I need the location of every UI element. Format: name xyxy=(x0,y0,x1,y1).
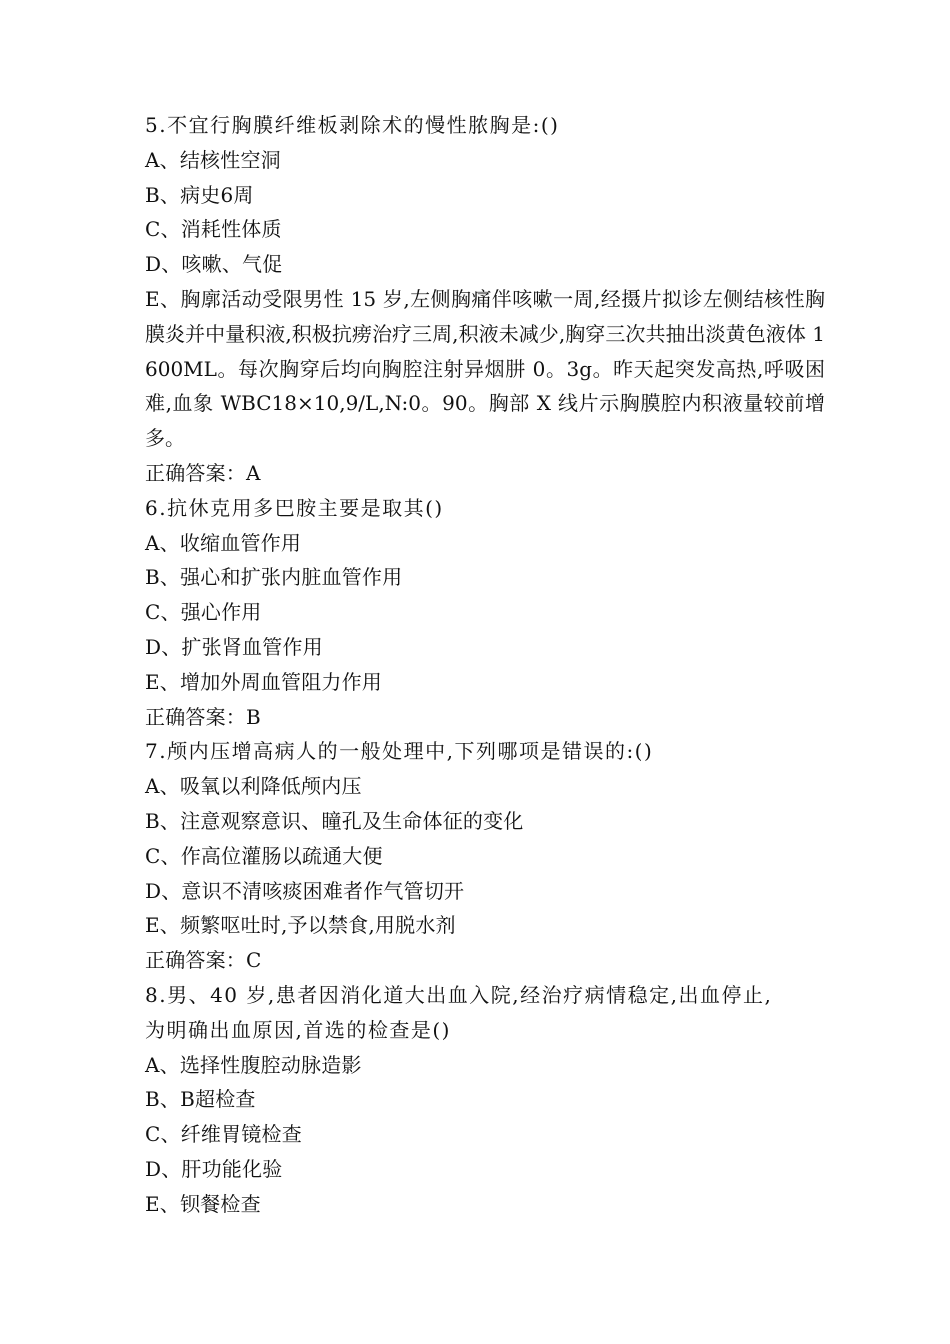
option-c: C、作高位灌肠以疏通大便 xyxy=(145,843,383,868)
option-e: E、胸廓活动受限男性 15 岁,左侧胸痛伴咳嗽一周,经摄片拟诊左侧结核性胸膜炎并中量积液,积极抗痨治疗三周,积液未减少,胸穿三次共抽出淡黄色液体 1600ML。每次胸穿后均向胸腔注射异烟肼 0。3g。昨天起突发高热,呼吸困难,血象 WBC18×10,9/L,N:0。90。胸部 X 线片示胸膜腔内积液量较前增多。 xyxy=(145,286,825,451)
option-a: A、收缩血管作用 xyxy=(145,530,302,555)
option-b: B、强心和扩张内脏血管作用 xyxy=(145,565,403,590)
document-page xyxy=(145,108,835,1222)
option-b: B、注意观察意识、瞳孔及生命体征的变化 xyxy=(145,808,524,833)
option-a: A、结核性空洞 xyxy=(145,147,281,172)
option-d: D、肝功能化验 xyxy=(145,1156,283,1181)
option-d: D、意识不清咳痰困难者作气管切开 xyxy=(145,878,465,903)
option-e: E、钡餐检查 xyxy=(145,1191,261,1216)
option-e: E、增加外周血管阻力作用 xyxy=(145,669,382,694)
question-5 xyxy=(145,108,835,491)
question-8 xyxy=(145,978,835,1222)
question-7 xyxy=(145,734,835,978)
option-b: B、B超检查 xyxy=(145,1087,256,1112)
option-a: A、吸氧以利降低颅内压 xyxy=(145,774,362,799)
answer: 正确答案：C xyxy=(145,948,262,973)
option-b: B、病史6周 xyxy=(145,182,254,207)
question-stem: 6.抗休克用多巴胺主要是取其() xyxy=(145,495,444,520)
question-stem: 7.颅内压增高病人的一般处理中,下列哪项是错误的:() xyxy=(145,739,654,764)
question-stem: 5.不宜行胸膜纤维板剥除术的慢性脓胸是:() xyxy=(145,113,560,137)
option-c: C、消耗性体质 xyxy=(145,217,282,242)
option-d: D、扩张肾血管作用 xyxy=(145,634,323,659)
option-d: D、咳嗽、气促 xyxy=(145,252,283,277)
question-stem-line-1: 8.男、40 岁,患者因消化道大出血入院,经治疗病情稳定,出血停止, xyxy=(145,982,773,1007)
option-c: C、纤维胃镜检查 xyxy=(145,1122,302,1147)
option-c: C、强心作用 xyxy=(145,600,262,625)
question-stem-line-2: 为明确出血原因,首选的检查是() xyxy=(145,1017,451,1042)
question-6 xyxy=(145,491,835,735)
option-e: E、频繁呕吐时,予以禁食,用脱水剂 xyxy=(145,913,456,938)
answer: 正确答案：B xyxy=(145,704,261,729)
option-a: A、选择性腹腔动脉造影 xyxy=(145,1052,362,1077)
answer: 正确答案：A xyxy=(145,460,261,485)
